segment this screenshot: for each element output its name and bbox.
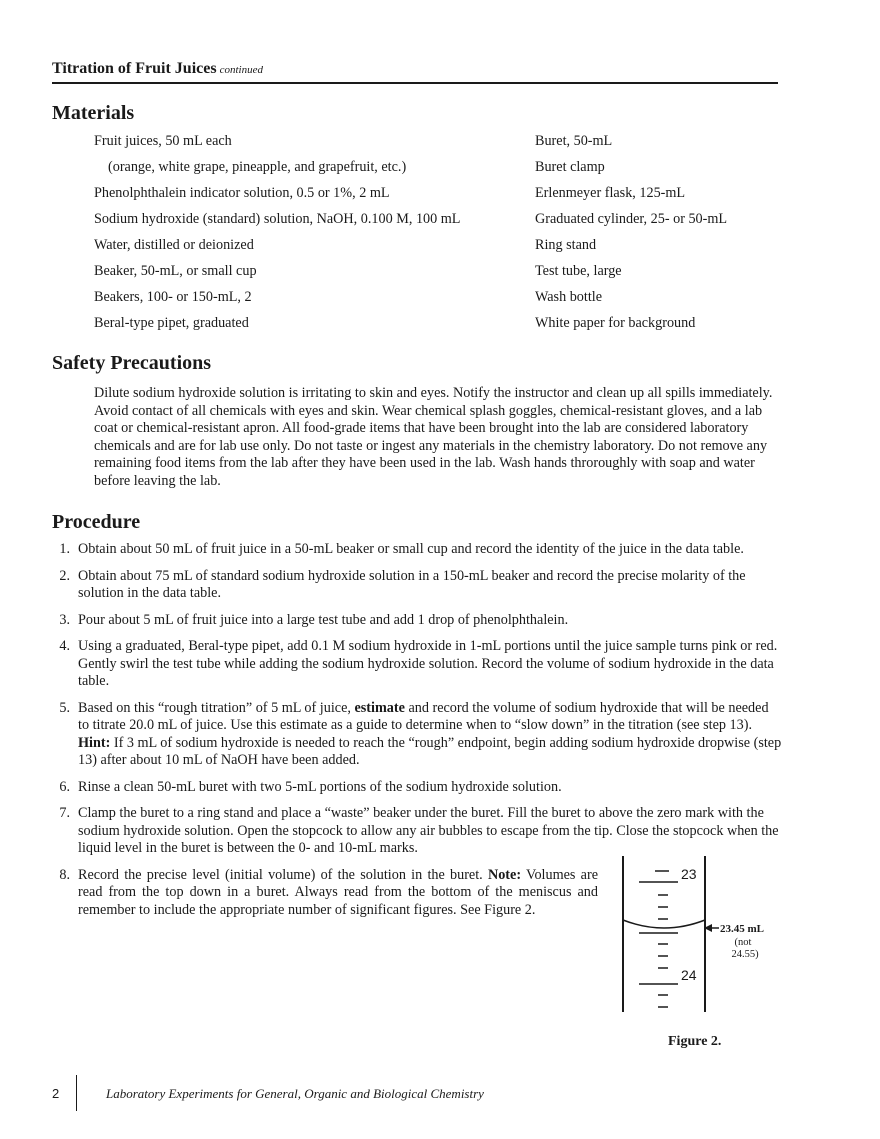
safety-heading: Safety Precautions bbox=[52, 352, 212, 374]
material-item: Fruit juices, 50 mL each bbox=[94, 133, 232, 149]
procedure-step bbox=[52, 638, 782, 691]
material-item: Graduated cylinder, 25- or 50-mL bbox=[535, 211, 728, 227]
procedure-step bbox=[52, 700, 782, 770]
materials-right-column bbox=[535, 133, 727, 341]
procedure-step bbox=[52, 612, 782, 630]
step-number: 7. bbox=[59, 805, 70, 821]
procedure-step bbox=[52, 568, 782, 603]
step-number: 6. bbox=[59, 778, 70, 795]
label-24: 24 bbox=[681, 967, 697, 983]
procedure-heading: Procedure bbox=[52, 511, 141, 533]
reading-label: 23.45 mL bbox=[720, 923, 764, 935]
book-title: Laboratory Experiments for General, Organic and Biological Chemistry bbox=[106, 1086, 484, 1101]
material-item: Beaker, 50-mL, or small cup bbox=[94, 263, 257, 279]
material-item: Sodium hydroxide (standard) solution, NaOH, 0.100 M, 100 mL bbox=[94, 211, 461, 227]
step-text: Using a graduated, Beral-type pipet, add 0.1 M sodium hydroxide in 1-mL portions until the juice sample turns pink or red. Gently swirl the test tube while adding the sodium hydroxide solution. Record the volume of sodium hydroxide in the data table. bbox=[78, 638, 778, 689]
procedure-step bbox=[52, 541, 782, 559]
header-continued: continued bbox=[219, 64, 263, 76]
material-item: Buret, 50-mL bbox=[535, 133, 613, 149]
material-item: White paper for background bbox=[535, 315, 696, 331]
step-text: Obtain about 50 mL of fruit juice in a 50-mL beaker or small cup and record the identity of the juice in the data table. bbox=[78, 541, 744, 557]
procedure-step bbox=[52, 805, 782, 858]
material-item: Beral-type pipet, graduated bbox=[94, 315, 249, 331]
step-text: Volumes are read from the top down in a buret. Always read from the bottom of the meniscus and remember to include the appropriate number of significant figures. See Figure 2. bbox=[78, 866, 599, 918]
step-text: Pour about 5 mL of fruit juice into a large test tube and add 1 drop of phenolphthalein. bbox=[78, 611, 569, 628]
material-item: (orange, white grape, pineapple, and grapefruit, etc.) bbox=[108, 159, 407, 175]
material-item: Beakers, 100- or 150-mL, 2 bbox=[94, 289, 252, 305]
footer-divider bbox=[76, 1075, 77, 1111]
step-text: Record the precise level (initial volume) of the solution in the buret. bbox=[78, 866, 488, 883]
step-emphasis: estimate bbox=[354, 699, 405, 716]
step-text: If 3 mL of sodium hydroxide is needed to reach the “rough” endpoint, begin adding sodium hydroxide dropwise (step 13) after about 10 mL of NaOH have been added. bbox=[78, 734, 782, 768]
material-item: Wash bottle bbox=[535, 289, 603, 305]
figure-caption: Figure 2. bbox=[668, 1034, 722, 1049]
step-emphasis: Note: bbox=[487, 866, 522, 883]
meniscus bbox=[623, 920, 705, 928]
procedure-step bbox=[52, 867, 598, 920]
page-number: 2 bbox=[52, 1086, 60, 1101]
material-item: Water, distilled or deionized bbox=[94, 237, 254, 253]
step-number: 2. bbox=[59, 567, 70, 584]
material-item: Buret clamp bbox=[535, 159, 605, 175]
material-item: Phenolphthalein indicator solution, 0.5 or 1%, 2 mL bbox=[94, 185, 390, 201]
materials-left-column bbox=[94, 133, 460, 341]
step-number: 5. bbox=[59, 699, 70, 716]
step-number: 4. bbox=[59, 638, 70, 654]
label-23: 23 bbox=[681, 866, 697, 882]
running-header bbox=[52, 60, 778, 84]
material-item: Ring stand bbox=[535, 237, 597, 253]
material-item: Erlenmeyer flask, 125-mL bbox=[535, 185, 686, 201]
step-number: 8. bbox=[59, 866, 70, 883]
step-text: Obtain about 75 mL of standard sodium hydroxide solution in a 150-mL beaker and record the precise molarity of the solution in the data table. bbox=[78, 567, 746, 601]
step-number: 3. bbox=[59, 611, 70, 628]
step-emphasis: Hint: bbox=[78, 734, 111, 751]
not-label-line1: (not bbox=[734, 937, 752, 948]
material-item: Test tube, large bbox=[535, 263, 622, 279]
step-text: Rinse a clean 50-mL buret with two 5-mL portions of the sodium hydroxide solution. bbox=[78, 778, 562, 795]
step-text: and record the volume of sodium hydroxide that will be needed to titrate 20.0 mL of juice. Use this estimate as a guide to determine when to “slow down” in the titration (see step 13). bbox=[78, 699, 769, 733]
buret-figure bbox=[600, 852, 800, 1062]
header-title: Titration of Fruit Juices bbox=[52, 60, 217, 77]
procedure-step bbox=[52, 779, 782, 797]
step-number: 1. bbox=[59, 541, 70, 557]
safety-text: Dilute sodium hydroxide solution is irritating to skin and eyes. Notify the instructor and clean up all spills immediately. Avoid contact of all chemicals with eyes and skin. Wear chemical splash goggles, chemical-resistant gloves, and a lab coat or chemical-resistant apron. All food-grade items that have been brought into the lab are considered laboratory chemicals and are for lab use only. Do not taste or ingest any materials in the chemistry laboratory. Do not remove any remaining food items from the lab after they have been used in the lab. Wash hands throroughly with soap and water before leaving the lab. bbox=[94, 385, 773, 489]
not-label-line2: 24.55) bbox=[731, 949, 759, 960]
step-text: Clamp the buret to a ring stand and place a “waste” beaker under the buret. Fill the buret to above the zero mark with the sodium hydroxide solution. Open the stopcock to allow any air bubbles to escape from the tip. Close the stopcock when the liquid level in the buret is between the 0- and 10-mL marks. bbox=[78, 805, 779, 856]
materials-heading: Materials bbox=[52, 102, 135, 124]
step-text: Based on this “rough titration” of 5 mL of juice, bbox=[78, 699, 355, 716]
